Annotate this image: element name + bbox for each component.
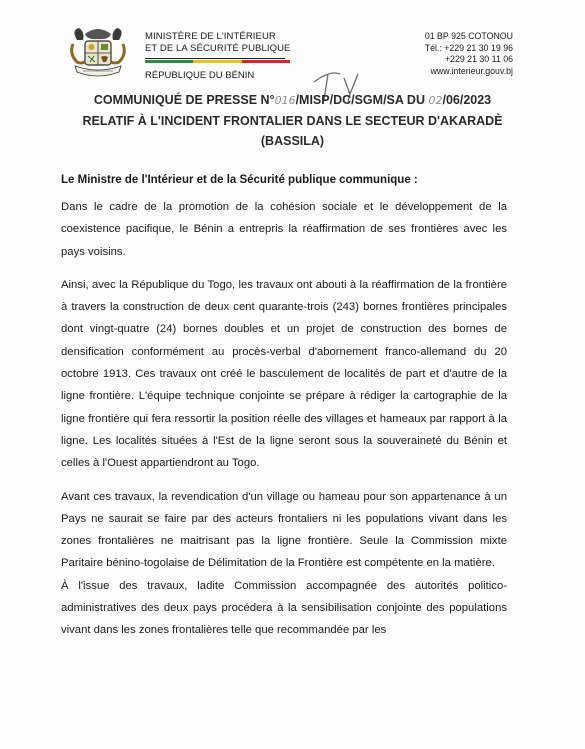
republic-name: RÉPUBLIQUE DU BÉNIN	[145, 70, 255, 81]
header-divider	[145, 58, 285, 59]
paragraph: Dans le cadre de la promotion de la cohésion sociale et le développement de la coexistence pacifique, le Bénin a entrepris la réaffirmation de ses frontières avec les pays voisins.	[61, 201, 507, 258]
phone-2: +229 21 30 11 06	[444, 54, 513, 64]
title-line-1	[40, 90, 545, 111]
ministry-name	[145, 31, 291, 55]
po-box: 01 BP 925 COTONOU	[424, 31, 513, 41]
press-release-title	[40, 90, 545, 151]
ministry-line-1: MINISTÈRE DE L'INTÉRIEUR	[145, 31, 276, 42]
intro-statement: Le Ministre de l'Intérieur et de la Sécurité publique communique :	[61, 174, 418, 186]
title-reference: /MISP/DC/SGM/SA DU	[295, 93, 425, 107]
flag-stripe	[145, 60, 290, 63]
title-date-suffix: /06/2023	[442, 93, 492, 107]
body-text	[61, 196, 507, 653]
title-line-3: (BASSILA)	[260, 134, 325, 148]
paragraph: Avant ces travaux, la revendication d'un village ou hameau pour son appartenance à un Pays ne saurait se faire par des acteurs frontaliers ni les populations vivant dans les zones frontalières ne maitrisant pas la ligne frontière. Seule la Commission mixte Paritaire bénino-togolaise de Délimitation de la Frontière est compétente en la matière.	[61, 490, 507, 570]
flag-green	[145, 60, 193, 63]
flag-red	[242, 60, 290, 63]
website-link[interactable]: www.interieur.gouv.bj	[430, 65, 513, 76]
phone-1: Tél.: +229 21 30 19 96	[424, 42, 513, 53]
title-prefix: COMMUNIQUÉ DE PRESSE N°	[93, 93, 275, 107]
ministry-line-2: ET DE LA SÉCURITÉ PUBLIQUE	[145, 43, 291, 54]
release-number: 016	[274, 94, 296, 107]
benin-coat-of-arms-emblem	[63, 26, 133, 86]
release-day: 02	[428, 94, 443, 107]
contact-block	[425, 31, 513, 77]
paragraph: À l'issue des travaux, ladite Commission accompagnée des autorités politico-administratives des deux pays procédera à la sensibilisation conjointe des populations vivant dans les zones frontalières telle que recommandée par les	[61, 579, 507, 637]
title-line-2: RELATIF À L'INCIDENT FRONTALIER DANS LE SECTEUR D'AKARADÈ	[82, 114, 503, 128]
flag-yellow	[193, 60, 241, 63]
paragraph: Ainsi, avec la République du Togo, les travaux ont abouti à la réaffirmation de la frontière à travers la construction de deux cent quarante-trois (243) bornes frontières principales dont vingt-quatre (24) bornes doubles et un projet de construction des bornes de densification conformément au procès-verbal d'abornement franco-allemand du 20 octobre 1913. Ces travaux ont créé le basculement de localités de part et d'autre de la ligne frontière. L'équipe technique conjointe se prépare à rédiger la cartographie de la ligne frontière qui fera ressortir la position réelle des villages et hameaux par rapport à la ligne. Les localités situées à l'Est de la ligne seront sous la souveraineté du Bénin et celles à l'Ouest appartiendront au Togo.	[61, 278, 507, 470]
